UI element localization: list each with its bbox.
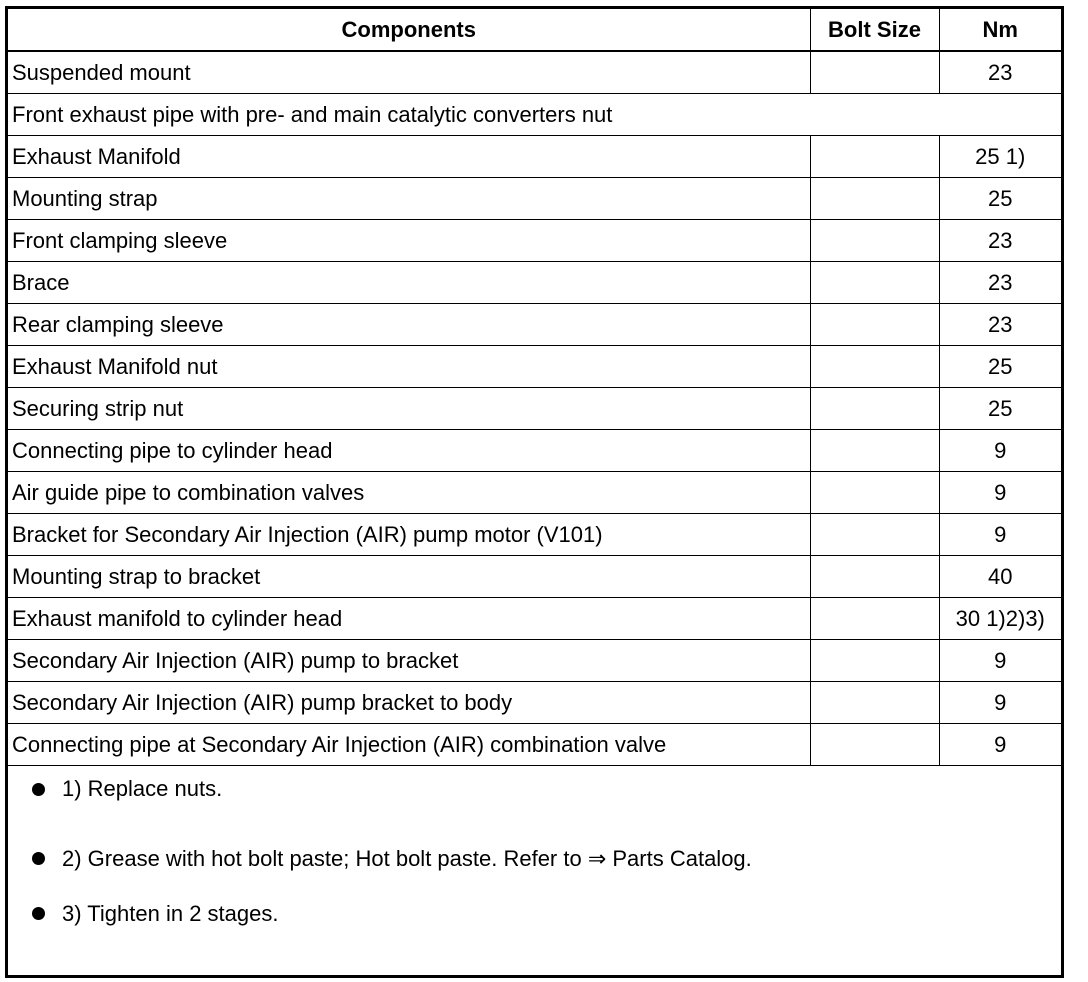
bolt-size-cell — [810, 220, 939, 262]
component-cell: Secondary Air Injection (AIR) pump bracket to body — [8, 682, 810, 724]
table-row — [8, 472, 1061, 514]
nm-cell: 23 — [939, 220, 1061, 262]
bolt-size-cell — [810, 598, 939, 640]
nm-cell: 25 — [939, 388, 1061, 430]
nm-cell: 30 1)2)3) — [939, 598, 1061, 640]
table-row — [8, 178, 1061, 220]
component-cell: Secondary Air Injection (AIR) pump to bracket — [8, 640, 810, 682]
nm-cell: 25 1) — [939, 136, 1061, 178]
header-bolt-size: Bolt Size — [810, 9, 939, 51]
nm-cell: 9 — [939, 640, 1061, 682]
component-cell: Brace — [8, 262, 810, 304]
table-row — [8, 724, 1061, 766]
table-row — [8, 136, 1061, 178]
nm-cell: 25 — [939, 178, 1061, 220]
table-row — [8, 51, 1061, 94]
bolt-size-cell — [810, 682, 939, 724]
nm-cell: 9 — [939, 472, 1061, 514]
nm-cell: 23 — [939, 262, 1061, 304]
table-row — [8, 640, 1061, 682]
bolt-size-cell — [810, 430, 939, 472]
nm-cell: 25 — [939, 346, 1061, 388]
header-nm: Nm — [939, 9, 1061, 51]
table-row — [8, 514, 1061, 556]
footnote-item — [32, 886, 1061, 941]
component-cell: Rear clamping sleeve — [8, 304, 810, 346]
footnote-item — [32, 831, 1061, 886]
table-row — [8, 262, 1061, 304]
bullet-icon — [32, 852, 45, 865]
component-cell: Exhaust Manifold nut — [8, 346, 810, 388]
component-cell: Connecting pipe at Secondary Air Injection (AIR) combination valve — [8, 724, 810, 766]
table-row — [8, 346, 1061, 388]
bullet-icon — [32, 907, 45, 920]
footnote-text: 1) Replace nuts. — [62, 776, 223, 801]
component-cell: Exhaust manifold to cylinder head — [8, 598, 810, 640]
table-row — [8, 94, 1061, 136]
footnote-text: 2) Grease with hot bolt paste; Hot bolt paste. Refer to ⇒ Parts Catalog. — [62, 845, 752, 871]
bolt-size-cell — [810, 346, 939, 388]
component-cell: Exhaust Manifold — [8, 136, 810, 178]
nm-cell: 9 — [939, 724, 1061, 766]
table-row — [8, 598, 1061, 640]
nm-cell: 23 — [939, 304, 1061, 346]
header-components: Components — [8, 9, 810, 51]
component-cell: Mounting strap to bracket — [8, 556, 810, 598]
nm-cell: 23 — [939, 51, 1061, 94]
component-cell: Bracket for Secondary Air Injection (AIR) pump motor (V101) — [8, 514, 810, 556]
bolt-size-cell — [810, 51, 939, 94]
bolt-size-cell — [810, 556, 939, 598]
footnote-item — [32, 776, 1061, 802]
table-row — [8, 304, 1061, 346]
bolt-size-cell — [810, 178, 939, 220]
bullet-icon — [32, 783, 45, 796]
component-cell: Air guide pipe to combination valves — [8, 472, 810, 514]
table-row — [8, 220, 1061, 262]
component-cell: Connecting pipe to cylinder head — [8, 430, 810, 472]
table-row — [8, 556, 1061, 598]
bolt-size-cell — [810, 640, 939, 682]
nm-cell: 9 — [939, 514, 1061, 556]
table-row — [8, 388, 1061, 430]
bolt-size-cell — [810, 514, 939, 556]
component-cell: Mounting strap — [8, 178, 810, 220]
bolt-size-cell — [810, 472, 939, 514]
table-row — [8, 682, 1061, 724]
footnotes — [8, 766, 1061, 941]
table-header-row — [8, 9, 1061, 51]
section-cell: Front exhaust pipe with pre- and main catalytic converters nut — [8, 94, 1061, 136]
component-cell: Front clamping sleeve — [8, 220, 810, 262]
torque-table — [8, 9, 1061, 766]
component-cell: Securing strip nut — [8, 388, 810, 430]
nm-cell: 9 — [939, 430, 1061, 472]
bolt-size-cell — [810, 304, 939, 346]
nm-cell: 9 — [939, 682, 1061, 724]
nm-cell: 40 — [939, 556, 1061, 598]
torque-specification-sheet — [5, 6, 1064, 978]
footnote-text: 3) Tighten in 2 stages. — [62, 900, 279, 926]
bolt-size-cell — [810, 262, 939, 304]
bolt-size-cell — [810, 388, 939, 430]
table-row — [8, 430, 1061, 472]
bolt-size-cell — [810, 136, 939, 178]
bolt-size-cell — [810, 724, 939, 766]
component-cell: Suspended mount — [8, 51, 810, 94]
